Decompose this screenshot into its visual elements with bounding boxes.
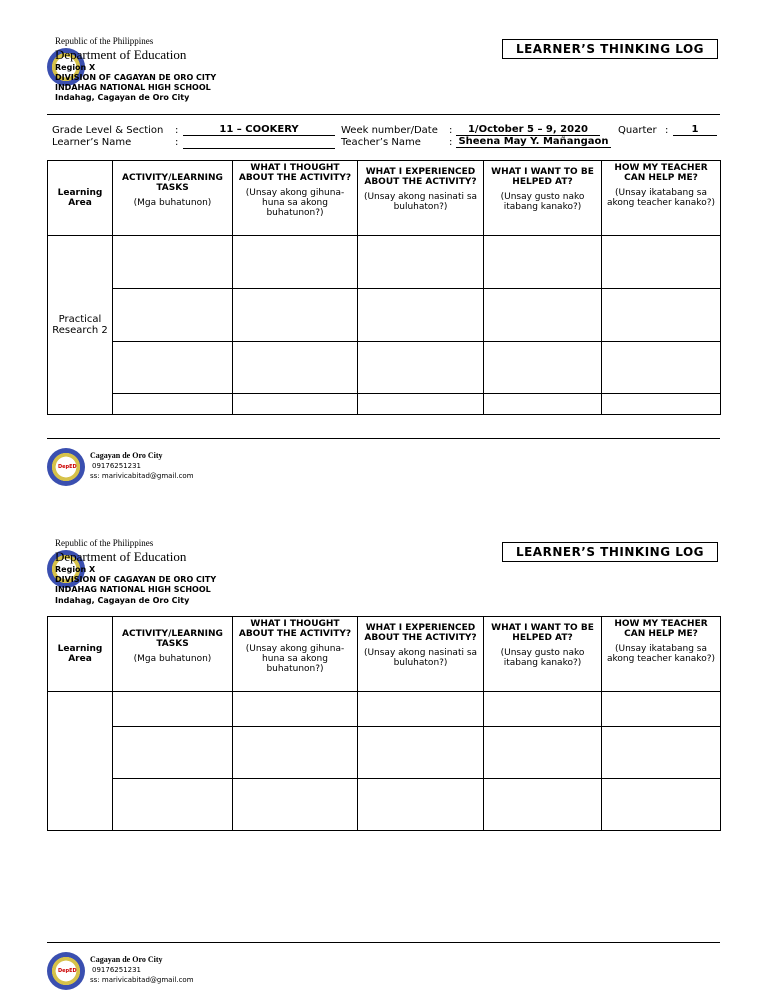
table-header-row [48, 161, 721, 236]
table-cell[interactable] [602, 692, 721, 727]
table-cell[interactable] [358, 342, 484, 394]
table-cell[interactable] [484, 779, 602, 831]
col-teacher-help [602, 617, 721, 692]
col-title: WHAT I WANT TO BE HELPED AT? [491, 623, 594, 643]
school-text: INDAHAG NATIONAL HIGH SCHOOL [55, 585, 211, 594]
footer-city: Cagayan de Oro City [90, 955, 163, 964]
table-cell[interactable] [602, 236, 721, 289]
footer-phone: 09176251231 [92, 462, 141, 470]
table-cell[interactable] [233, 342, 358, 394]
footer-city: Cagayan de Oro City [90, 451, 163, 460]
col-title: ACTIVITY/LEARNING TASKS [122, 173, 223, 193]
teacher-value: Sheena May Y. Mañangaon [456, 136, 611, 148]
col-subtitle: (Mga buhatunon) [133, 198, 212, 208]
footer-email: ss: marivicabitad@gmail.com [90, 472, 194, 480]
table-cell[interactable] [484, 727, 602, 779]
teacher-label: Teacher’s Name [341, 137, 421, 148]
address-text: Indahag, Cagayan de Oro City [55, 93, 190, 102]
colon: : [175, 137, 179, 148]
col-thought [233, 617, 358, 692]
deped-seal-icon [47, 952, 85, 990]
col-title: HOW MY TEACHER CAN HELP ME? [614, 163, 708, 183]
colon: : [665, 125, 669, 136]
seal-label: DepED [58, 963, 74, 979]
table-row [48, 289, 721, 342]
table-cell[interactable] [484, 394, 602, 415]
table-cell[interactable] [358, 236, 484, 289]
learner-label: Learner’s Name [52, 137, 132, 148]
grade-value: 11 – COOKERY [183, 124, 335, 136]
table-cell[interactable] [358, 394, 484, 415]
col-subtitle: (Unsay ikatabang sa akong teacher kanako?) [607, 188, 715, 208]
log-title: LEARNER’S THINKING LOG [502, 39, 718, 59]
table-row [48, 236, 721, 289]
footer-divider [47, 942, 720, 943]
col-teacher-help [602, 161, 721, 236]
week-label: Week number/Date [341, 125, 438, 136]
region-text: Region X [55, 565, 96, 574]
table-cell[interactable] [113, 342, 233, 394]
col-subtitle: (Unsay gusto nako itabang kanako?) [500, 192, 585, 212]
division-text: DIVISION OF CAGAYAN DE ORO CITY [55, 575, 217, 584]
table-cell[interactable] [233, 779, 358, 831]
table-cell[interactable] [602, 727, 721, 779]
quarter-value: 1 [673, 124, 717, 136]
learning-area-cell[interactable] [48, 692, 113, 831]
table-cell[interactable] [484, 289, 602, 342]
learning-area-cell: Practical Research 2 [48, 236, 113, 415]
footer-email: ss: marivicabitad@gmail.com [90, 976, 194, 984]
table-cell[interactable] [113, 727, 233, 779]
table-cell[interactable] [113, 236, 233, 289]
divider [47, 114, 720, 115]
table-cell[interactable] [113, 394, 233, 415]
table-cell[interactable] [233, 289, 358, 342]
table-cell[interactable] [358, 692, 484, 727]
table-cell[interactable] [602, 394, 721, 415]
table-cell[interactable] [602, 779, 721, 831]
col-want-help [484, 161, 602, 236]
table-cell[interactable] [233, 692, 358, 727]
col-want-help [484, 617, 602, 692]
col-experienced [358, 617, 484, 692]
col-subtitle: (Mga buhatunon) [133, 654, 212, 664]
table-cell[interactable] [484, 342, 602, 394]
table-header-row [48, 617, 721, 692]
table-cell[interactable] [113, 779, 233, 831]
col-subtitle: (Unsay akong gihuna-huna sa akong buhatunon?) [245, 644, 345, 674]
col-experienced [358, 161, 484, 236]
table-cell[interactable] [113, 289, 233, 342]
log-title: LEARNER’S THINKING LOG [502, 542, 718, 562]
table-cell[interactable] [233, 236, 358, 289]
col-thought [233, 161, 358, 236]
table-cell[interactable] [358, 289, 484, 342]
table-cell[interactable] [113, 692, 233, 727]
col-subtitle: (Unsay akong gihuna-huna sa akong buhatunon?) [245, 188, 345, 218]
republic-text: Republic of the Philippines [55, 538, 154, 548]
col-activity [113, 161, 233, 236]
department-text: Department of Education [55, 47, 187, 62]
school-text: INDAHAG NATIONAL HIGH SCHOOL [55, 83, 211, 92]
col-title: WHAT I THOUGHT ABOUT THE ACTIVITY? [238, 163, 352, 183]
col-learning-area: Learning Area [48, 617, 113, 692]
col-title: WHAT I THOUGHT ABOUT THE ACTIVITY? [238, 619, 352, 639]
table-cell[interactable] [602, 342, 721, 394]
table-cell[interactable] [233, 727, 358, 779]
col-title: WHAT I EXPERIENCED ABOUT THE ACTIVITY? [364, 167, 477, 187]
thinking-log-table-2 [47, 616, 721, 831]
grade-label: Grade Level & Section [52, 125, 164, 136]
thinking-log-table-1 [47, 160, 721, 415]
colon: : [175, 125, 179, 136]
col-subtitle: (Unsay ikatabang sa akong teacher kanako?) [607, 644, 715, 664]
learner-value [183, 136, 335, 149]
colon: : [449, 137, 453, 148]
table-cell[interactable] [358, 779, 484, 831]
table-row [48, 342, 721, 394]
col-title: WHAT I EXPERIENCED ABOUT THE ACTIVITY? [364, 623, 477, 643]
footer-phone: 09176251231 [92, 966, 141, 974]
col-title: WHAT I WANT TO BE HELPED AT? [491, 167, 594, 187]
division-text: DIVISION OF CAGAYAN DE ORO CITY [55, 73, 217, 82]
col-subtitle: (Unsay akong nasinati sa buluhaton?) [363, 192, 478, 212]
table-row [48, 394, 721, 415]
week-value: 1/October 5 – 9, 2020 [456, 124, 600, 136]
republic-text: Republic of the Philippines [55, 36, 154, 46]
region-text: Region X [55, 63, 96, 72]
seal-label: DepED [58, 459, 74, 475]
table-row [48, 727, 721, 779]
col-learning-area: Learning Area [48, 161, 113, 236]
address-text: Indahag, Cagayan de Oro City [55, 596, 190, 605]
col-subtitle: (Unsay gusto nako itabang kanako?) [500, 648, 585, 668]
deped-seal-icon [47, 448, 85, 486]
col-activity [113, 617, 233, 692]
table-cell[interactable] [233, 394, 358, 415]
table-cell[interactable] [484, 236, 602, 289]
table-cell[interactable] [484, 692, 602, 727]
table-row [48, 779, 721, 831]
table-row [48, 692, 721, 727]
department-text: Department of Education [55, 549, 187, 564]
col-title: ACTIVITY/LEARNING TASKS [122, 629, 223, 649]
colon: : [449, 125, 453, 136]
table-cell[interactable] [602, 289, 721, 342]
col-title: HOW MY TEACHER CAN HELP ME? [614, 619, 708, 639]
footer-divider [47, 438, 720, 439]
table-cell[interactable] [358, 727, 484, 779]
col-subtitle: (Unsay akong nasinati sa buluhaton?) [363, 648, 478, 668]
quarter-label: Quarter [618, 125, 657, 136]
